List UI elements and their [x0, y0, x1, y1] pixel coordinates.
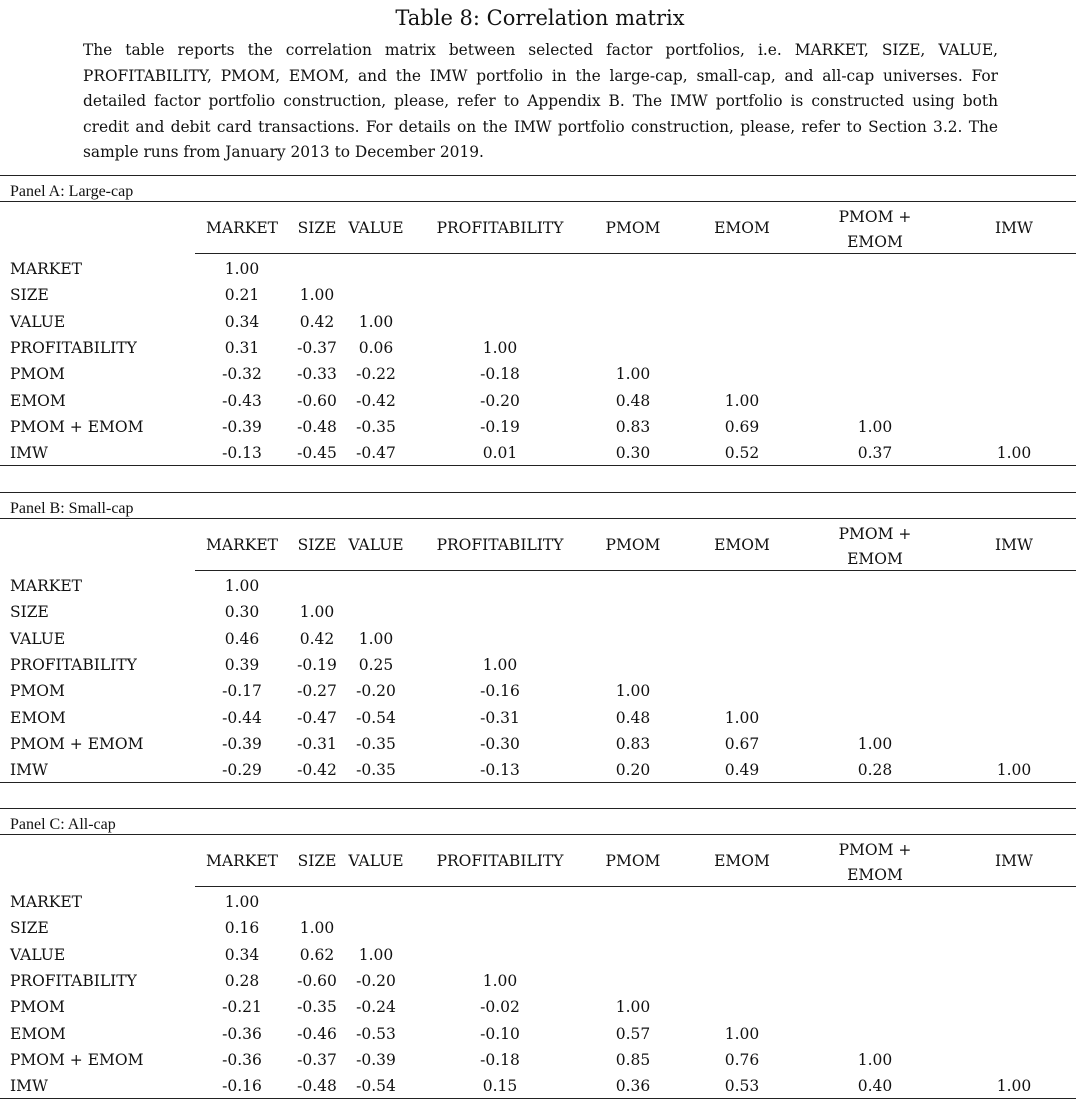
- row-label: MARKET: [10, 260, 82, 278]
- table-cell: 0.34: [224, 945, 260, 964]
- column-header: IMW: [995, 219, 1033, 237]
- panel-b: [0, 492, 1080, 784]
- table-cell: -0.47: [356, 444, 396, 463]
- table-cell: -0.39: [222, 734, 262, 753]
- table-cell: 0.83: [615, 417, 651, 436]
- table-cell: -0.35: [297, 998, 337, 1017]
- table-cell: -0.42: [356, 391, 396, 410]
- table-cell: 0.57: [615, 1024, 651, 1043]
- table-cell: -0.19: [480, 417, 520, 436]
- table-cell: -0.37: [297, 1050, 337, 1069]
- table-cell: -0.13: [222, 444, 262, 463]
- table-cell: 0.42: [299, 629, 335, 648]
- panel-bottom-rule: [0, 782, 1076, 783]
- column-header: PROFITABILITY: [436, 219, 564, 237]
- table-cell: 0.28: [857, 761, 893, 780]
- row-label: PROFITABILITY: [10, 655, 137, 674]
- row-label: PMOM + EMOM: [10, 1050, 144, 1069]
- table-cell: 1.00: [857, 734, 893, 753]
- table-caption: The table reports the correlation matrix between selected factor portfolios, i.e. MARKET, SIZE, VALUE, PROFITABILITY, PMOM, EMOM, and the IMW portfolio in the large-cap, small-cap, and all-cap universes. For detailed factor portfolio construction, please, refer to Appendix B. The IMW portfolio is constructed using both credit and debit card transactions. For details on the IMW portfolio construction, please, refer to Section 3.2. The sample runs from January 2013 to December 2019.: [83, 41, 998, 162]
- row-label: PMOM + EMOM: [10, 734, 144, 753]
- column-header: EMOM: [714, 852, 770, 870]
- panel-a: [0, 175, 1080, 467]
- table-cell: -0.13: [480, 761, 520, 780]
- table-cell: 0.30: [615, 444, 651, 463]
- column-header: PMOM: [605, 536, 661, 554]
- table-cell: 0.16: [224, 919, 260, 938]
- table-cell: 1.00: [358, 945, 394, 964]
- table-cell: -0.53: [356, 1024, 396, 1043]
- row-label: EMOM: [10, 391, 66, 410]
- table-cell: -0.54: [356, 708, 396, 727]
- table-cell: 0.25: [358, 655, 394, 674]
- table-cell: -0.35: [356, 417, 396, 436]
- table-cell: 0.46: [224, 629, 260, 648]
- table-cell: -0.37: [297, 338, 337, 357]
- table-cell: -0.10: [480, 1024, 520, 1043]
- table-cell: 1.00: [299, 603, 335, 622]
- table-cell: -0.24: [356, 998, 396, 1017]
- table-cell: -0.30: [480, 734, 520, 753]
- panel-bottom-rule: [0, 1098, 1076, 1099]
- table-cell: 1.00: [224, 260, 260, 278]
- table-cell: 0.85: [615, 1050, 651, 1069]
- panel-bottom-rule: [0, 465, 1076, 466]
- table-cell: 0.53: [724, 1077, 760, 1096]
- table-cell: -0.48: [297, 417, 337, 436]
- table-cell: 0.37: [857, 444, 893, 463]
- column-header: VALUE: [348, 852, 404, 870]
- table-cell: -0.35: [356, 734, 396, 753]
- column-header: PMOM: [605, 219, 661, 237]
- panel-subtitle-rule: [0, 201, 1076, 202]
- row-label: MARKET: [10, 893, 82, 911]
- column-header: MARKET: [206, 219, 278, 237]
- table-cell: 1.00: [299, 286, 335, 305]
- panel-title: Panel C: All-cap: [10, 816, 116, 833]
- row-label: MARKET: [10, 577, 82, 595]
- column-header: VALUE: [348, 536, 404, 554]
- row-label: VALUE: [10, 629, 66, 648]
- panel-c: [0, 808, 1080, 1100]
- table-cell: 0.67: [724, 734, 760, 753]
- table-cell: -0.42: [297, 761, 337, 780]
- table-cell: -0.39: [356, 1050, 396, 1069]
- column-header: PMOM + EMOM: [838, 841, 912, 884]
- row-label: PMOM: [10, 682, 65, 701]
- header-rule: [195, 253, 1076, 254]
- table-cell: 0.40: [857, 1077, 893, 1096]
- row-label: EMOM: [10, 708, 66, 727]
- table-cell: -0.33: [297, 365, 337, 384]
- table-cell: 1.00: [615, 682, 651, 701]
- header-rule: [195, 570, 1076, 571]
- row-label: IMW: [10, 444, 48, 463]
- column-header: PMOM + EMOM: [838, 525, 912, 568]
- table-cell: -0.39: [222, 417, 262, 436]
- table-cell: -0.19: [297, 655, 337, 674]
- table-cell: 0.69: [724, 417, 760, 436]
- row-label: VALUE: [10, 312, 66, 331]
- table-cell: 0.36: [615, 1077, 651, 1096]
- column-header: SIZE: [297, 536, 337, 554]
- header-rule: [195, 886, 1076, 887]
- column-header: IMW: [995, 536, 1033, 554]
- table-cell: -0.47: [297, 708, 337, 727]
- table-cell: -0.32: [222, 365, 262, 384]
- table-cell: 0.31: [224, 338, 260, 357]
- table-cell: -0.60: [297, 971, 337, 990]
- table-cell: -0.54: [356, 1077, 396, 1096]
- panel-top-rule: [0, 808, 1076, 809]
- table-cell: -0.18: [480, 365, 520, 384]
- row-label: IMW: [10, 1077, 48, 1096]
- table-cell: 0.28: [224, 971, 260, 990]
- table-cell: 0.76: [724, 1050, 760, 1069]
- row-label: PROFITABILITY: [10, 338, 137, 357]
- table-cell: 0.42: [299, 312, 335, 331]
- table-cell: 1.00: [996, 444, 1032, 463]
- panel-top-rule: [0, 175, 1076, 176]
- table-cell: -0.29: [222, 761, 262, 780]
- row-label: PROFITABILITY: [10, 971, 137, 990]
- table-cell: 1.00: [482, 655, 518, 674]
- row-label: PMOM + EMOM: [10, 417, 144, 436]
- row-label: VALUE: [10, 945, 66, 964]
- table-cell: 1.00: [299, 919, 335, 938]
- table-cell: 1.00: [857, 1050, 893, 1069]
- column-header: MARKET: [206, 536, 278, 554]
- column-header: MARKET: [206, 852, 278, 870]
- table-cell: -0.48: [297, 1077, 337, 1096]
- table-cell: 0.30: [224, 603, 260, 622]
- table-cell: 0.01: [482, 444, 518, 463]
- column-header: PMOM + EMOM: [838, 208, 912, 251]
- panel-title: Panel B: Small-cap: [10, 500, 134, 517]
- column-header: PROFITABILITY: [436, 536, 564, 554]
- table-cell: 1.00: [615, 365, 651, 384]
- table-title: Table 8: Correlation matrix: [395, 6, 685, 30]
- column-header: EMOM: [714, 219, 770, 237]
- column-header: IMW: [995, 852, 1033, 870]
- table-cell: -0.02: [480, 998, 520, 1017]
- row-label: SIZE: [10, 603, 49, 622]
- row-label: SIZE: [10, 919, 49, 938]
- table-cell: -0.16: [222, 1077, 262, 1096]
- table-cell: 1.00: [482, 338, 518, 357]
- row-label: PMOM: [10, 998, 65, 1017]
- table-cell: 0.49: [724, 761, 760, 780]
- table-cell: -0.27: [297, 682, 337, 701]
- table-cell: -0.60: [297, 391, 337, 410]
- table-cell: -0.35: [356, 761, 396, 780]
- column-header: VALUE: [348, 219, 404, 237]
- table-cell: 1.00: [615, 998, 651, 1017]
- panel-top-rule: [0, 492, 1076, 493]
- table-cell: 1.00: [224, 893, 260, 911]
- table-cell: -0.36: [222, 1050, 262, 1069]
- column-header: PROFITABILITY: [436, 852, 564, 870]
- table-cell: 0.20: [615, 761, 651, 780]
- table-cell: -0.17: [222, 682, 262, 701]
- table-cell: 1.00: [724, 391, 760, 410]
- table-cell: -0.36: [222, 1024, 262, 1043]
- column-header: SIZE: [297, 852, 337, 870]
- table-cell: 1.00: [224, 577, 260, 595]
- panel-title: Panel A: Large-cap: [10, 183, 134, 200]
- table-cell: 0.48: [615, 708, 651, 727]
- column-header: EMOM: [714, 536, 770, 554]
- table-cell: 1.00: [724, 708, 760, 727]
- table-cell: -0.16: [480, 682, 520, 701]
- table-cell: -0.20: [356, 971, 396, 990]
- table-cell: 0.62: [299, 945, 335, 964]
- table-cell: 1.00: [724, 1024, 760, 1043]
- table-cell: 0.06: [358, 338, 394, 357]
- panel-subtitle-rule: [0, 518, 1076, 519]
- table-cell: 1.00: [857, 417, 893, 436]
- row-label: SIZE: [10, 286, 49, 305]
- table-cell: 0.39: [224, 655, 260, 674]
- table-cell: 1.00: [358, 629, 394, 648]
- panel-subtitle-rule: [0, 834, 1076, 835]
- table-cell: 0.34: [224, 312, 260, 331]
- table-cell: 1.00: [996, 1077, 1032, 1096]
- table-cell: -0.18: [480, 1050, 520, 1069]
- table-cell: 0.15: [482, 1077, 518, 1096]
- column-header: PMOM: [605, 852, 661, 870]
- table-cell: 0.83: [615, 734, 651, 753]
- table-cell: -0.20: [480, 391, 520, 410]
- table-cell: -0.31: [297, 734, 337, 753]
- table-cell: 0.21: [224, 286, 260, 305]
- table-cell: 1.00: [358, 312, 394, 331]
- table-cell: -0.44: [222, 708, 262, 727]
- row-label: IMW: [10, 761, 48, 780]
- table-cell: -0.22: [356, 365, 396, 384]
- table-cell: -0.21: [222, 998, 262, 1017]
- table-cell: -0.45: [297, 444, 337, 463]
- column-header: SIZE: [297, 219, 337, 237]
- table-cell: 0.52: [724, 444, 760, 463]
- table-cell: 0.48: [615, 391, 651, 410]
- row-label: EMOM: [10, 1024, 66, 1043]
- table-cell: 1.00: [482, 971, 518, 990]
- row-label: PMOM: [10, 365, 65, 384]
- table-cell: -0.31: [480, 708, 520, 727]
- table-cell: -0.46: [297, 1024, 337, 1043]
- table-cell: -0.43: [222, 391, 262, 410]
- table-cell: -0.20: [356, 682, 396, 701]
- table-cell: 1.00: [996, 761, 1032, 780]
